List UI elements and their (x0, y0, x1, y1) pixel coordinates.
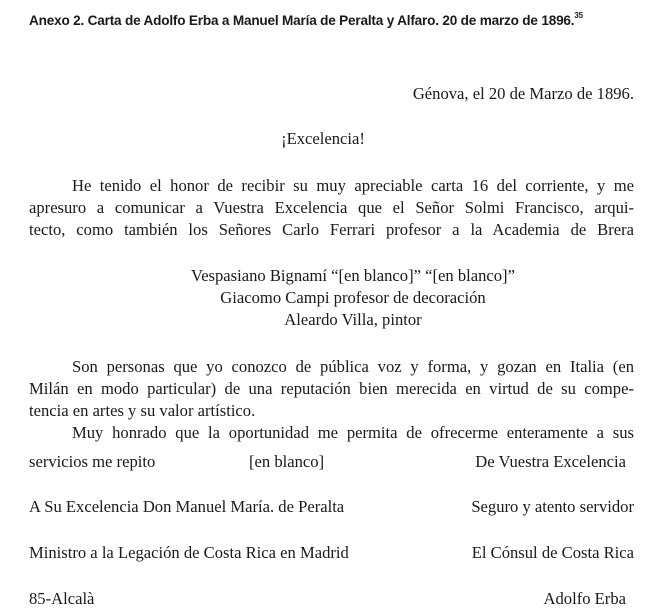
annex-heading (29, 13, 639, 28)
artist-name: Giacomo Campi profesor de decoración (220, 288, 486, 307)
closing-address: 85-Alcalà (29, 589, 95, 608)
paragraph-line: He tenido el honor de recibir su muy apreciable carta 16 del corriente, y me (72, 176, 634, 195)
closing-addressee: A Su Excelencia Don Manuel María. de Peralta (29, 497, 345, 516)
artist-names-list (0, 265, 646, 331)
closing-consul: El Cónsul de Costa Rica (471, 543, 634, 562)
paragraph-line: Muy honrado que la oportunidad me permita de ofrecerme enteramente a sus (72, 423, 634, 442)
closing-signature: Adolfo Erba (543, 589, 626, 608)
paragraph-line: Son personas que yo conozco de pública voz y forma, y gozan en Italia (en (72, 357, 634, 376)
letter-paragraph-2 (29, 356, 634, 444)
footnote-ref: 35 (574, 11, 583, 20)
paragraph-line: apresuro a comunicar a Vuestra Excelencia que el Señor Solmi Francisco, arqui- (29, 198, 634, 217)
paragraph-line: Milán en modo particular) de una reputación bien merecida en virtud de su compe- (29, 379, 634, 398)
annex-heading-text: Anexo 2. Carta de Adolfo Erba a Manuel María de Peralta y Alfaro. 20 de marzo de 1896. (29, 13, 575, 28)
letter-date-line: Génova, el 20 de Marzo de 1896. (412, 84, 634, 103)
closing-en-blanco: [en blanco] (249, 452, 325, 471)
artist-name: Aleardo Villa, pintor (284, 310, 422, 329)
letter-salutation: ¡Excelencia! (281, 129, 365, 148)
closing-ministro: Ministro a la Legación de Costa Rica en Madrid (29, 543, 349, 562)
closing-servicios: servicios me repito (29, 452, 156, 471)
paragraph-line: tecto, como también los Señores Carlo Ferrari profesor a la Academia de Brera (29, 220, 634, 239)
closing-seguro: Seguro y atento servidor (471, 497, 634, 516)
letter-paragraph-1 (29, 175, 634, 241)
paragraph-line: tencia en artes y su valor artístico. (29, 401, 256, 420)
closing-de-vuestra: De Vuestra Excelencia (475, 452, 626, 471)
artist-name: Vespasiano Bignamí “[en blanco]” “[en blanco]” (191, 266, 515, 285)
